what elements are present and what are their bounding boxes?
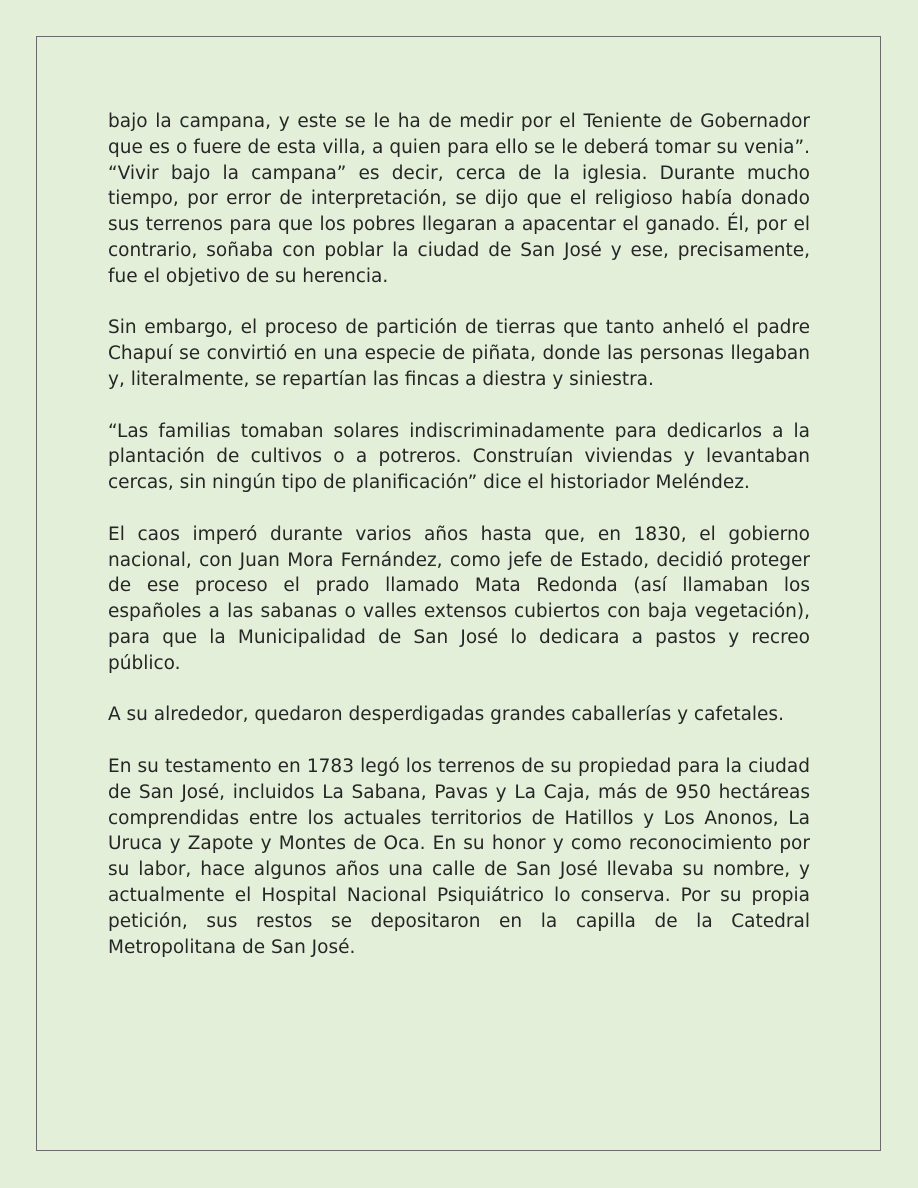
paragraph: A su alrededor, quedaron desperdigadas grandes caballerías y cafetales. (108, 704, 784, 726)
paragraph: Sin embargo, el proceso de partición de tierras que tanto anheló el padre Chapuí se convirtió en una especie de piñata, donde las personas llegaban y, literalmente, se repartían las fincas a diestra y siniestra. (108, 317, 810, 390)
paragraph: “Las familias tomaban solares indiscriminadamente para dedicarlos a la plantación de cultivos o a potreros. Construían viviendas y levantaban cercas, sin ningún tipo de planificación” dice el historiador Meléndez. (108, 420, 810, 494)
paragraph: El caos imperó durante varios años hasta que, en 1830, el gobierno nacional, con Juan Mora Fernández, como jefe de Estado, decidió proteger de ese proceso el prado llamado Mata Redonda (así llamaban los españoles a las sabanas o valles extensos cubiertos con baja vegetación), para que la Municipalidad de San José lo dedicara a pastos y recreo público. (108, 523, 810, 674)
paragraph: En su testamento en 1783 legó los terrenos de su propiedad para la ciudad de San José, incluidos La Sabana, Pavas y La Caja, más de 950 hectáreas comprendidas entre los actuales territorios de Hatillos y Los Anonos, La Uruca y Zapote y Montes de Oca. En su honor y como reconocimiento por su labor, hace algunos años una calle de San José llevaba su nombre, y actualmente el Hospital Nacional Psiquiátrico lo conserva. Por su propia petición, sus restos se depositaron en la capilla de la Catedral Metropolitana de San José. (108, 755, 810, 958)
body-text (108, 109, 810, 960)
paragraph: bajo la campana, y este se le ha de medir por el Teniente de Gobernador que es o fuere de esta villa, a quien para ello se le deberá tomar su venia”. “Vivir bajo la campana” es decir, cerca de la iglesia. Durante mucho tiempo, por error de interpretación, se dijo que el religioso había donado sus terrenos para que los pobres llegaran a apacentar el ganado. Él, por el contrario, soñaba con poblar la ciudad de San José y ese, precisamente, fue el objetivo de su herencia. (108, 111, 810, 287)
